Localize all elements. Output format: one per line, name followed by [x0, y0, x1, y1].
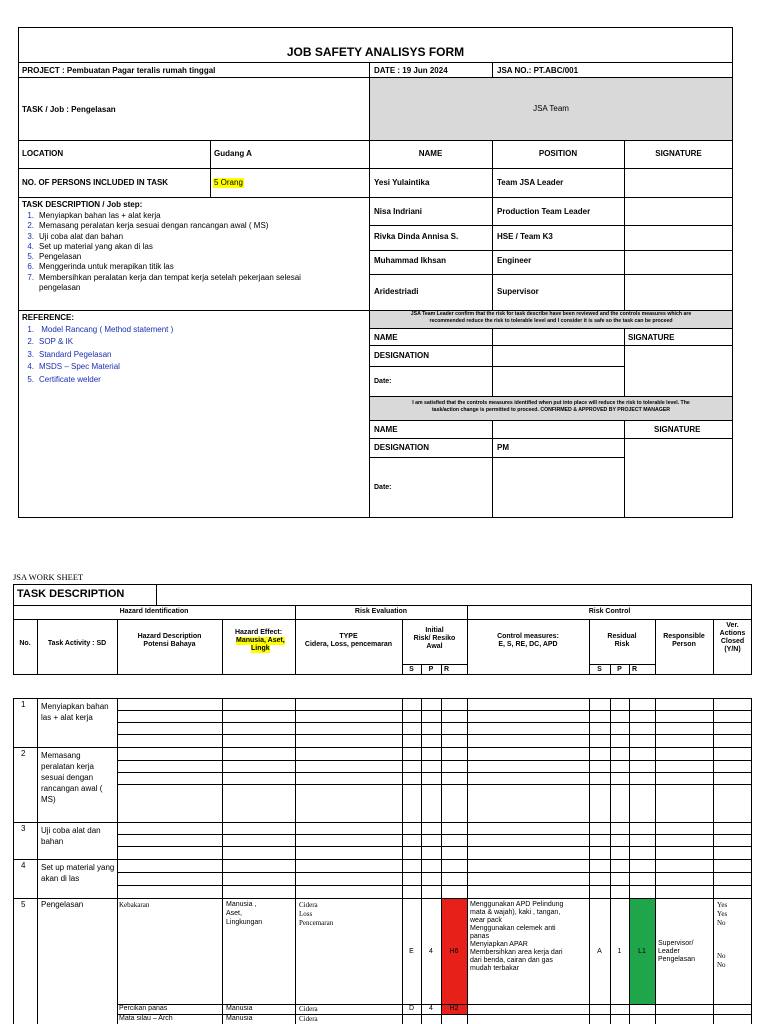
list-item: 7. Membersihkan peralatan kerja dan tempat kerja setelah pekerjaan selesai — [27, 272, 301, 282]
r5-responsible-1: Supervisor/ — [658, 940, 694, 947]
r5-control-line: wear pack — [470, 917, 502, 924]
col-ver-2: Actions — [719, 630, 746, 637]
jsa-team-label: JSA Team — [533, 104, 569, 113]
confirm-date-label: Date: — [374, 378, 392, 385]
r6-initial-s: D — [408, 1005, 415, 1012]
r5-hazard: Kebakaran — [119, 901, 150, 909]
row-no: 3 — [21, 824, 26, 833]
row-activity: Pengelasan — [41, 900, 84, 909]
row-no: 5 — [21, 900, 26, 909]
r5-ver: No — [717, 961, 726, 969]
col-initial-3: Awal — [426, 643, 443, 650]
group-hazard-identification: Hazard Identification — [119, 608, 189, 615]
team-position: Team JSA Leader — [497, 178, 564, 187]
col-ver-3: Closed — [720, 638, 745, 645]
col-effect-3: Lingk — [251, 645, 270, 652]
row-activity: Memasang peralatan kerja sesuai dengan rancangan awal ( MS) — [41, 751, 103, 804]
r7-type: Cidera — [299, 1015, 318, 1023]
row-activity: Set up material yang akan di las — [41, 863, 115, 883]
r5-responsible-3: Pengelasan — [658, 956, 695, 963]
r6-hazard: Percikan panas — [119, 1005, 168, 1012]
r5-responsible-2: Leader — [658, 948, 680, 955]
r5-control-line: Membersihkan area kerja dari — [470, 949, 563, 956]
r5-ver: Yes — [717, 910, 728, 918]
persons-label: NO. OF PERSONS INCLUDED IN TASK — [22, 178, 169, 187]
r5-control-line: Menyiapkan APAR — [470, 941, 528, 948]
col-initial-2: Risk/ Resiko — [413, 635, 456, 642]
group-risk-control: Risk Control — [588, 608, 631, 615]
list-item: 1. Menyiapkan bahan las + alat kerja — [27, 211, 161, 220]
list-item: 4. MSDS – Spec Material — [27, 362, 120, 372]
r5-control-line: Menggunakan APD Pelindung — [470, 901, 564, 908]
col-ver-4: (Y/N) — [724, 646, 741, 653]
team-name: Muhammad Ikhsan — [374, 256, 447, 265]
r6-initial-p: 4 — [429, 1005, 433, 1012]
list-item: 3. Standard Pegelasan — [27, 349, 112, 359]
col-hazard-desc-2: Potensi Bahaya — [143, 641, 196, 648]
persons-value: 5 Orang — [214, 178, 243, 187]
col-residual-2: Risk — [614, 641, 630, 648]
r6-effect: Manusia — [226, 1005, 253, 1012]
r7-hazard: Mata silau – Arch — [119, 1015, 173, 1022]
col-no: No. — [19, 640, 31, 647]
task-description-label: TASK DESCRIPTION / Job step: — [22, 200, 143, 209]
r5-residual-r: L1 — [638, 948, 646, 955]
task-steps-list — [16, 211, 301, 293]
r5-initial-r: H6 — [449, 948, 459, 955]
list-item: 1. Model Rancang ( Method statement ) — [27, 325, 174, 334]
list-item: 4. Set up material yang akan di las — [27, 241, 153, 251]
r5-effect-2: Aset, — [226, 910, 242, 917]
location-value: Gudang A — [214, 149, 252, 158]
col-initial-1: Initial — [425, 627, 444, 634]
group-risk-evaluation: Risk Evaluation — [354, 608, 408, 615]
r5-initial-p: 4 — [429, 948, 433, 955]
list-item: 2. SOP & IK — [27, 337, 74, 347]
team-position: Engineer — [497, 256, 532, 265]
col-residual-1: Residual — [607, 633, 637, 640]
col-effect-1: Hazard Effect: — [234, 629, 283, 636]
col-name-header: NAME — [418, 149, 443, 158]
col-task-activity: Task Activity : SD — [47, 640, 107, 647]
approve-signature-label: SIGNATURE — [654, 425, 701, 434]
team-position: Production Team Leader — [497, 207, 591, 216]
project-label: PROJECT : Pembuatan Pagar teralis rumah tinggal — [22, 66, 216, 75]
col-residual-r: R — [632, 666, 638, 673]
team-name: Yesi Yulaintika — [374, 178, 430, 187]
approve-date-label: Date: — [374, 484, 392, 491]
row-activity: Menyiapkan bahan las + alat kerja — [41, 702, 109, 722]
r5-ver: No — [717, 919, 726, 927]
col-control-1: Control measures: — [497, 633, 559, 640]
r5-effect-1: Manusia , — [226, 901, 257, 908]
list-item: 5. Pengelasan — [27, 252, 82, 262]
col-residual-s: S — [597, 666, 602, 673]
location-label: LOCATION — [22, 149, 64, 158]
task-label: TASK / Job : Pengelasan — [22, 105, 116, 114]
date-label: DATE : 19 Jun 2024 — [374, 66, 448, 75]
col-type-2: Cidera, Loss, pencemaran — [304, 641, 393, 648]
r6-type: Cidera — [299, 1005, 318, 1013]
worksheet-label: JSA WORK SHEET — [13, 572, 84, 582]
reference-label: REFERENCE: — [22, 313, 75, 322]
col-hazard-desc-1: Hazard Description — [137, 633, 202, 640]
r5-type-2: Loss — [299, 910, 313, 918]
r5-ver: Yes — [717, 901, 728, 909]
confirm-name-label: NAME — [374, 333, 398, 342]
list-item: pengelasan — [39, 283, 81, 293]
r5-control-line: panas — [470, 933, 490, 940]
r7-effect: Manusia — [226, 1015, 253, 1022]
r5-residual-s: A — [597, 948, 602, 955]
r5-control-line: dari benda, cairan dan gas — [470, 957, 553, 964]
team-position: Supervisor — [497, 287, 539, 296]
team-position: HSE / Team K3 — [497, 232, 553, 241]
row-activity: Uji coba alat dan bahan — [41, 826, 101, 846]
task-description-heading: TASK DESCRIPTION — [17, 588, 125, 600]
r5-effect-3: Lingkungan — [226, 919, 263, 926]
col-control-2: E, S, RE, DC, APD — [498, 641, 558, 648]
list-item: 2. Memasang peralatan kerja sesuai dengan rancangan awal ( MS) — [27, 221, 269, 231]
approve-pm-value: PM — [497, 443, 509, 452]
row-no: 4 — [21, 861, 26, 870]
r5-residual-p: 1 — [617, 948, 622, 955]
r5-ver: No — [717, 952, 726, 960]
col-responsible-2: Person — [672, 641, 696, 648]
r5-type-1: Cidera — [299, 901, 318, 909]
confirm-designation-label: DESIGNATION — [374, 351, 429, 360]
r5-control-line: mudah terbakar — [470, 965, 520, 972]
col-residual-p: P — [617, 666, 622, 673]
team-name: Aridestriadi — [374, 287, 419, 296]
approve-note-line-2: task/action change is permitted to proceed. CONFIRMED & APPROVED BY PROJECT MANAGER — [431, 407, 671, 413]
list-item: 6. Menggerinda untuk merapikan titik las — [27, 262, 174, 272]
col-responsible-1: Responsible — [663, 633, 705, 640]
r5-control-line: mata & wajah), kaki , tangan, — [470, 909, 561, 916]
col-initial-r: R — [444, 666, 450, 673]
col-initial-s: S — [409, 666, 414, 673]
jsa-no-label: JSA NO.: PT.ABC/001 — [497, 66, 579, 75]
r5-type-3: Pencemaran — [299, 919, 334, 927]
list-item: 3. Uji coba alat dan bahan — [27, 231, 124, 241]
col-initial-p: P — [428, 666, 434, 673]
approve-name-label: NAME — [374, 425, 398, 434]
confirm-note-line-1: JSA Team Leader confirm that the risk for task describe have been reviewed and the controls measures which are — [410, 311, 692, 317]
list-item: 5. Certificate welder — [27, 374, 101, 384]
col-effect-2: Manusia, Aset, — [236, 637, 285, 644]
approve-designation-label: DESIGNATION — [374, 443, 429, 452]
form-title: JOB SAFETY ANALISYS FORM — [286, 45, 465, 59]
row-no: 1 — [21, 700, 26, 709]
r5-control-line: Menggunakan celemek anti — [470, 925, 556, 932]
confirm-signature-label: SIGNATURE — [628, 333, 675, 342]
team-name: Nisa Indriani — [374, 207, 423, 216]
col-ver-1: Ver. — [726, 622, 739, 629]
row-no: 2 — [21, 749, 26, 758]
col-type-1: TYPE — [339, 633, 358, 640]
reference-list — [16, 324, 173, 386]
col-signature-header: SIGNATURE — [655, 149, 702, 158]
r6-initial-r: H2 — [449, 1005, 459, 1012]
confirm-note-line-2: recommended reduce the risk to tolerable level and I consider it is safe so the task can be proceed — [429, 318, 673, 324]
team-name: Rivka Dinda Annisa S. — [374, 232, 459, 241]
approve-note-line-1: I am satisfied that the controls measures identified when put into place will reduce the risk to tolerable level. The — [412, 400, 690, 406]
r5-initial-s: E — [409, 948, 414, 955]
col-position-header: POSITION — [538, 149, 578, 158]
